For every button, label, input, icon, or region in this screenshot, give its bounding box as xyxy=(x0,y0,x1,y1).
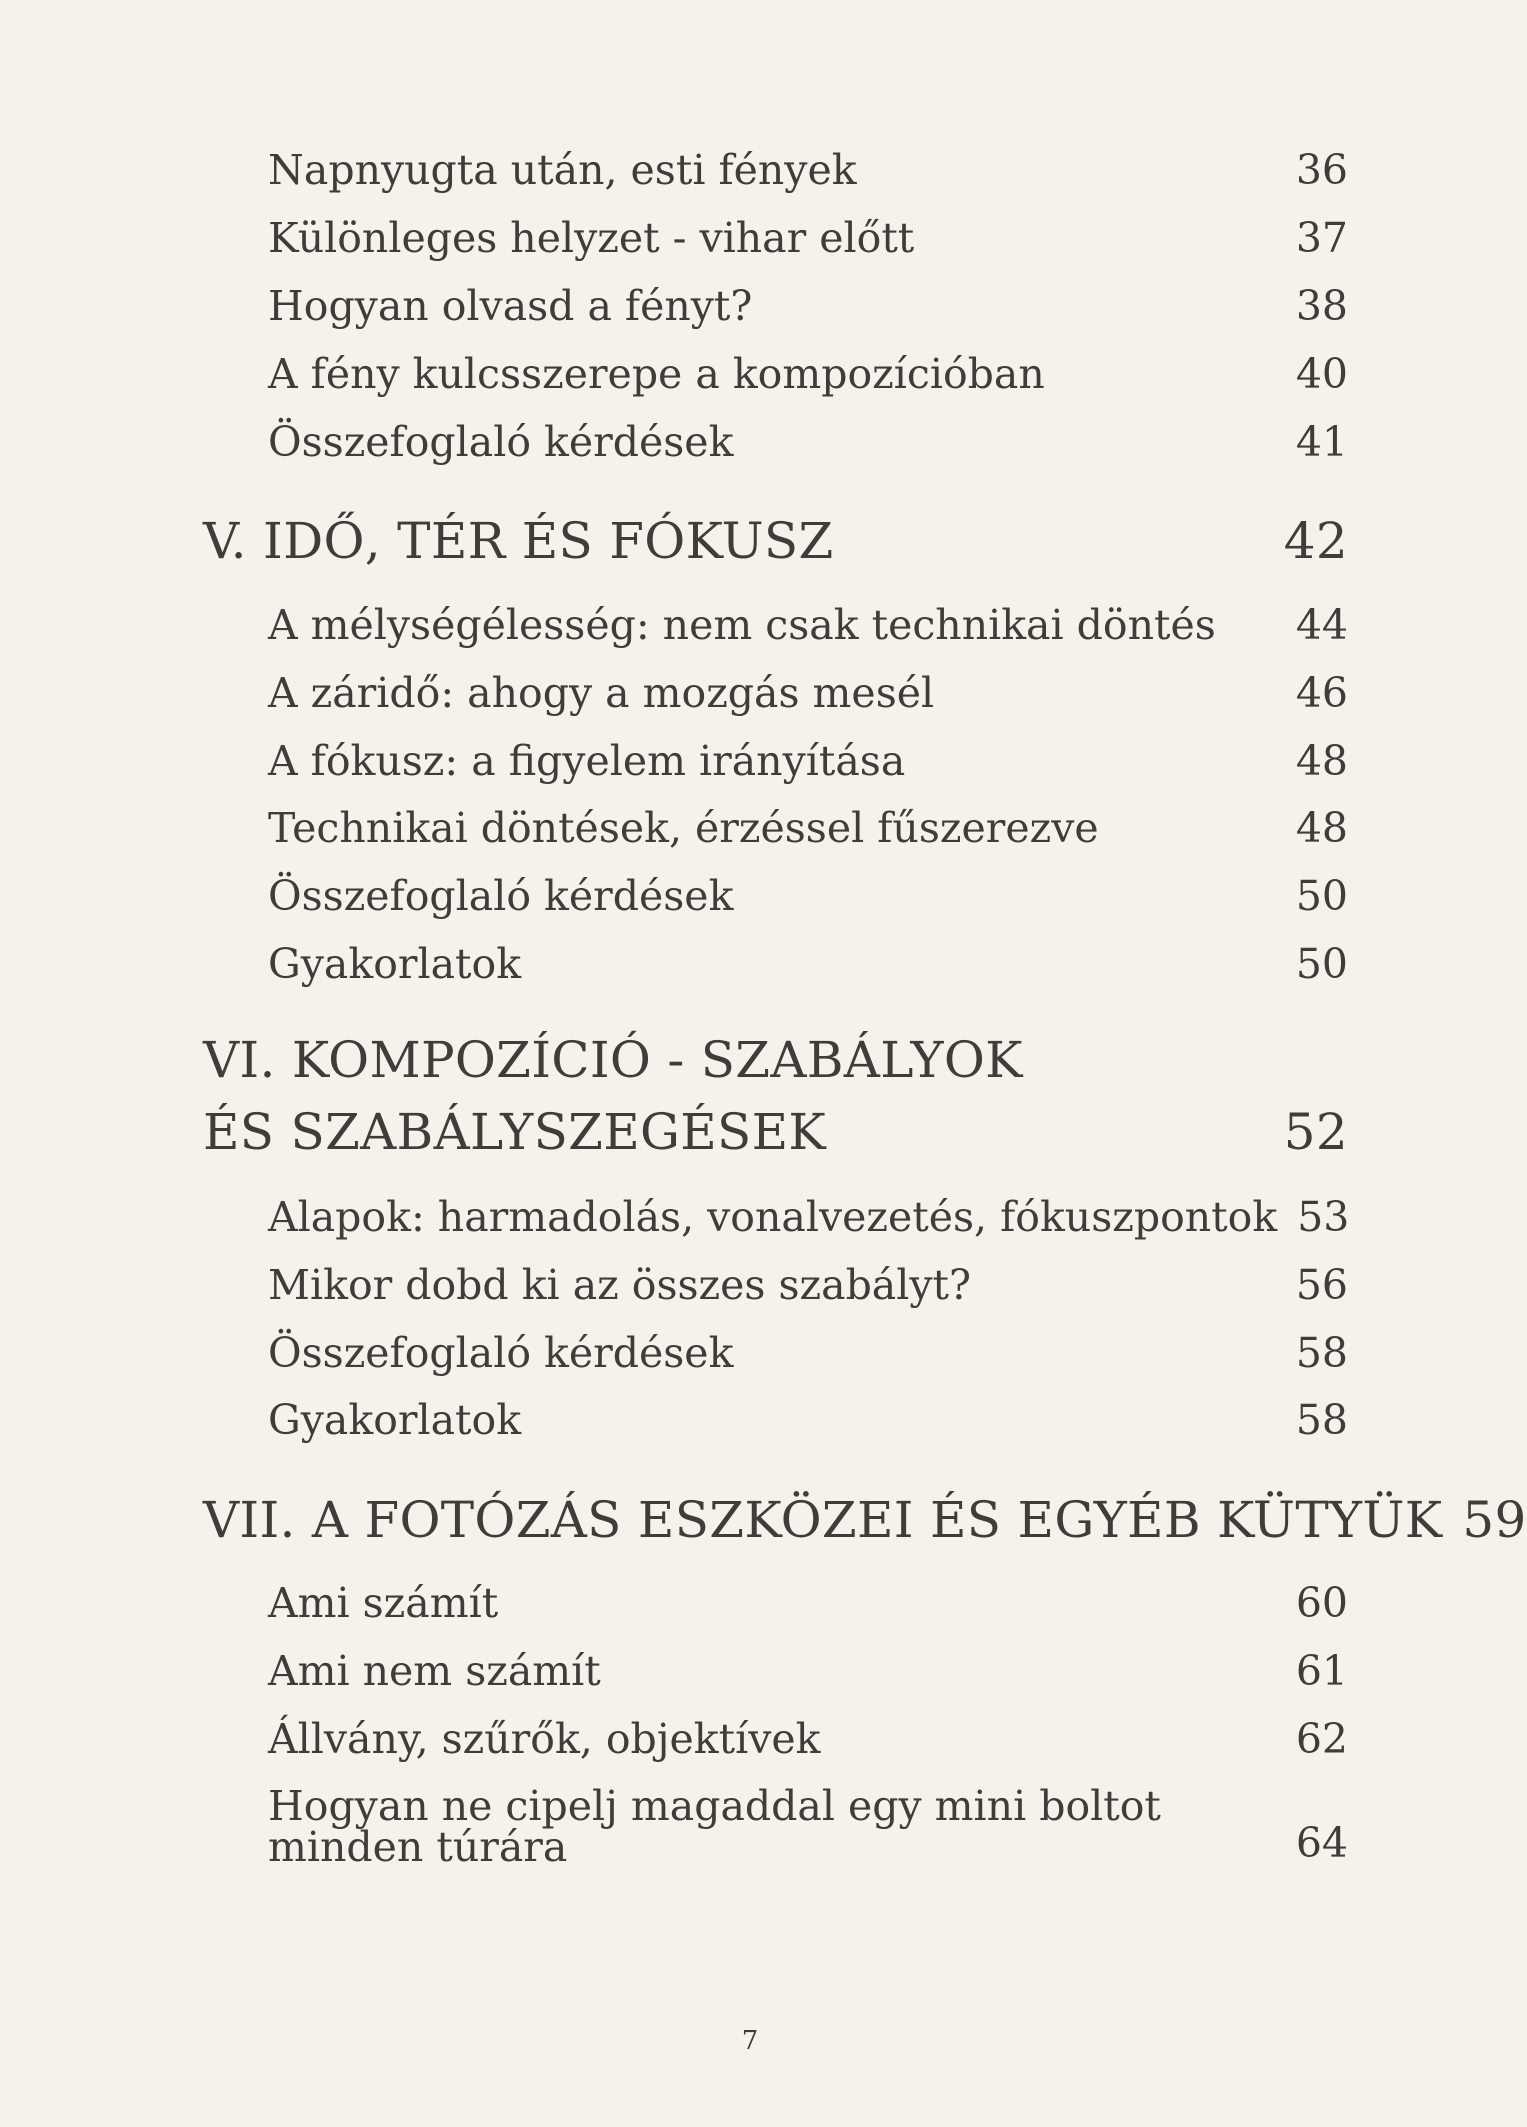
toc-entry-title: Napnyugta után, esti fények xyxy=(268,146,857,194)
toc-entry-title: Összefoglaló kérdések xyxy=(268,1329,734,1377)
toc-entry-page: 50 xyxy=(1295,940,1348,988)
toc-entry-page: 36 xyxy=(1295,146,1348,194)
toc-entry-title: Gyakorlatok xyxy=(268,1396,522,1444)
toc-entry[interactable] xyxy=(268,1714,1348,1764)
toc-entry[interactable] xyxy=(268,939,1348,989)
toc-entry-title: A záridő: ahogy a mozgás mesél xyxy=(268,669,935,717)
toc-entry-page: 58 xyxy=(1295,1329,1348,1377)
toc-entry[interactable] xyxy=(268,803,1348,853)
toc-entry-page: 61 xyxy=(1295,1647,1348,1695)
toc-entry[interactable] xyxy=(268,1328,1348,1378)
toc-entry-title: A fény kulcsszerepe a kompozícióban xyxy=(268,350,1045,398)
toc-entry[interactable] xyxy=(268,145,1348,195)
toc-entry-page: 46 xyxy=(1295,669,1348,717)
toc-chapter-title: VI. KOMPOZÍCIÓ - SZABÁLYOK ÉS SZABÁLYSZEGÉSEK xyxy=(203,1031,1023,1161)
toc-chapter-title: V. IDŐ, TÉR ÉS FÓKUSZ xyxy=(203,512,834,570)
toc-entry-page: 56 xyxy=(1295,1261,1348,1309)
toc-entry[interactable] xyxy=(268,349,1348,399)
toc-entry-page: 48 xyxy=(1295,737,1348,785)
toc-entry-title: Alapok: harmadolás, vonalvezetés, fókuszpontok xyxy=(268,1193,1278,1241)
toc-entry-title: Állvány, szűrők, objektívek xyxy=(268,1715,821,1763)
toc-entry-title: Összefoglaló kérdések xyxy=(268,418,734,466)
toc-entry-page: 53 xyxy=(1297,1193,1350,1241)
toc-entry[interactable] xyxy=(268,1578,1348,1628)
page-number: 7 xyxy=(741,2026,759,2056)
toc-entry[interactable] xyxy=(268,871,1348,921)
toc-entry-page: 60 xyxy=(1295,1579,1348,1627)
toc-entry[interactable] xyxy=(268,1260,1348,1310)
toc-entry-page: 40 xyxy=(1295,350,1348,398)
toc-chapter-heading[interactable] xyxy=(203,505,1348,577)
toc-entry-page: 62 xyxy=(1295,1715,1348,1763)
toc-entry-title: Hogyan ne cipelj magaddal egy mini boltot minden túrára xyxy=(268,1782,1161,1871)
toc-entry-page: 37 xyxy=(1295,214,1348,262)
toc-entry-title: Technikai döntések, érzéssel fűszerezve xyxy=(268,804,1099,852)
toc-entry-page: 64 xyxy=(1295,1819,1348,1867)
toc-entry[interactable] xyxy=(268,1395,1348,1445)
toc-entry[interactable] xyxy=(268,417,1348,467)
toc-entry-title: Ami nem számít xyxy=(268,1647,601,1695)
toc-entry-title: Összefoglaló kérdések xyxy=(268,872,734,920)
toc-chapter-heading[interactable] xyxy=(203,1024,1348,1168)
toc-entry[interactable] xyxy=(268,668,1348,718)
toc-entry[interactable] xyxy=(268,600,1348,650)
toc-chapter-title: VII. A FOTÓZÁS ESZKÖZEI ÉS EGYÉB KÜTYÜK xyxy=(203,1491,1443,1549)
toc-entry-title: A mélységélesség: nem csak technikai döntés xyxy=(268,601,1216,649)
toc-entry[interactable] xyxy=(268,1782,1348,1871)
toc-entry[interactable] xyxy=(268,736,1348,786)
toc-entry-page: 58 xyxy=(1295,1396,1348,1444)
toc-entry-page: 38 xyxy=(1295,282,1348,330)
toc-entry-page: 44 xyxy=(1295,601,1348,649)
toc-chapter-page: 42 xyxy=(1283,512,1348,570)
toc-entry[interactable] xyxy=(268,213,1348,263)
toc-entry[interactable] xyxy=(268,1646,1348,1696)
toc-entry-page: 50 xyxy=(1295,872,1348,920)
toc-entry-page: 41 xyxy=(1295,418,1348,466)
toc-entry-title: Hogyan olvasd a fényt? xyxy=(268,282,753,330)
toc-entry[interactable] xyxy=(268,1192,1348,1242)
toc-chapter-page: 59 xyxy=(1462,1491,1527,1549)
toc-entry-title: A fókusz: a figyelem irányítása xyxy=(268,737,906,785)
toc-entry-title: Különleges helyzet - vihar előtt xyxy=(268,214,915,262)
toc-chapter-page: 52 xyxy=(1283,1103,1348,1161)
toc-entry-title: Gyakorlatok xyxy=(268,940,522,988)
toc-entry-title: Ami számít xyxy=(268,1579,499,1627)
toc-entry-page: 48 xyxy=(1295,804,1348,852)
toc-entry-title: Mikor dobd ki az összes szabályt? xyxy=(268,1261,971,1309)
toc-chapter-heading[interactable] xyxy=(203,1484,1527,1556)
toc-entry[interactable] xyxy=(268,281,1348,331)
